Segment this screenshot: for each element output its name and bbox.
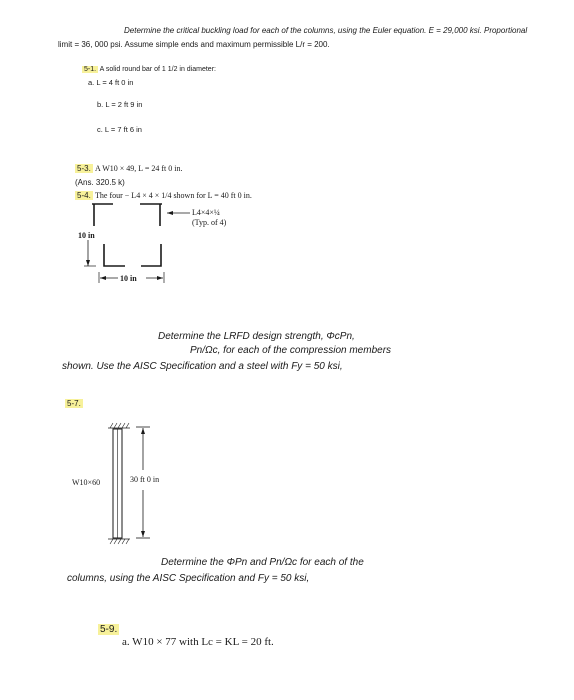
bottom-support-hatch [110,539,129,544]
top-support-hatch [110,423,129,428]
problem-5-1-c: c. L = 7 ft 6 in [97,125,142,134]
problem-tag-5-7: 5-7. [67,399,81,408]
problem-5-9-a: a. W10 × 77 with Lc = KL = 20 ft. [122,636,274,648]
problem-5-1-a: a. L = 4 ft 0 in [88,78,134,87]
horizontal-dimension-label: 10 in [120,274,137,283]
problem-5-1-b: b. L = 2 ft 9 in [97,100,143,109]
problem-5-3-answer: (Ans. 320.5 k) [75,178,125,187]
length-dimension-arrow-bottom [141,531,145,537]
angle-label-typ: (Typ. of 4) [192,218,227,227]
lrfd-line-1: Determine the LRFD design strength, ΦcPn, [158,331,355,342]
section2-line-1: Determine the ΦPn and Pn/Ωc for each of the [161,557,364,568]
vertical-dimension-label: 10 in [78,231,95,240]
intro-line-2: limit = 36, 000 psi. Assume simple ends and maximum permissible L/r = 200. [58,40,330,49]
problem-tag-5-4: 5-4. [77,191,91,200]
length-dimension-arrow-top [141,428,145,434]
problem-tag-5-3: 5-3. [77,164,91,173]
problem-tag-5-9: 5-9. [100,624,118,635]
column-section-label: W10×60 [72,478,101,487]
problem-5-4-text: The four − L4 × 4 × 1/4 shown for L = 40 ft 0 in. [95,191,252,200]
lrfd-line-2: Pn/Ωc, for each of the compression members [190,345,392,356]
problem-tag-5-1: 5-1. [84,66,97,73]
lrfd-line-3: shown. Use the AISC Specification and a steel with Fy = 50 ksi, [62,361,343,372]
column-length-label: 30 ft 0 in [130,475,160,484]
angle-label: L4×4×¼ [192,208,220,217]
intro-line-1: Determine the critical buckling load for each of the columns, using the Euler equation. E = 29,000 ksi. Proportional [124,26,528,35]
problem-5-9 [98,624,119,635]
section2-line-2: columns, using the AISC Specification and Fy = 50 ksi, [67,573,310,584]
problem-5-1-text: A solid round bar of 1 1/2 in diameter: [99,66,216,73]
problem-5-3-text: A W10 × 49, L = 24 ft 0 in. [95,164,183,173]
